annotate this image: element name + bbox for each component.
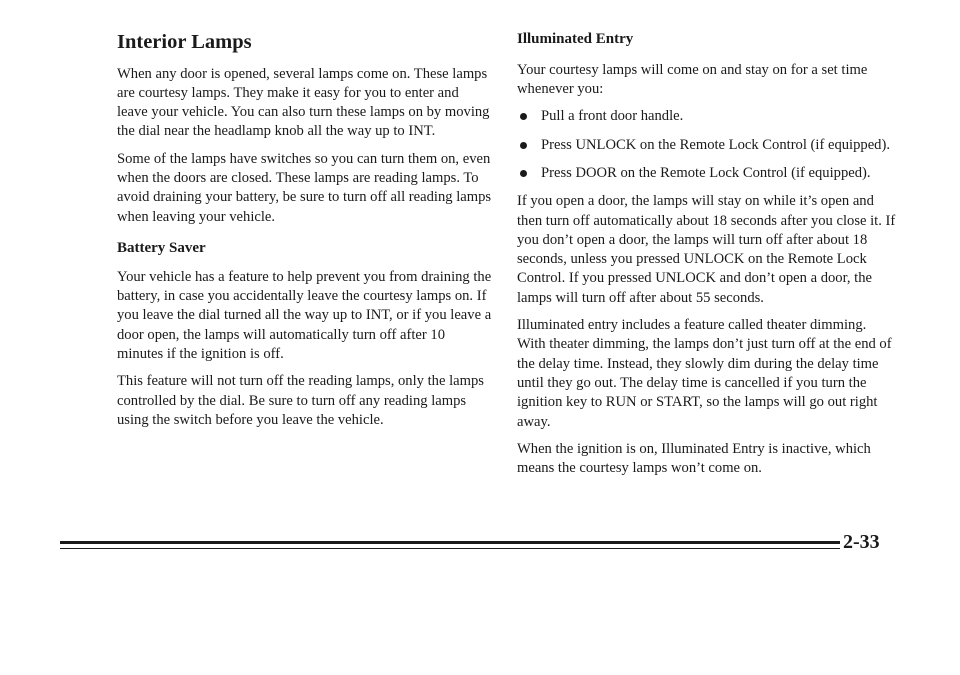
illuminated-entry-paragraph-3: When the ignition is on, Illuminated Entry is inactive, which means the courtesy lamps won’t come on.	[517, 440, 871, 477]
bullet-dot-icon	[520, 170, 527, 177]
illuminated-entry-paragraph-1: If you open a door, the lamps will stay on while it’s open and then turn off automatically about 18 seconds after you close it. If you don’t open a door, the lamps will turn off after about 18 seconds, unless you pressed UNLOCK on the Remote Lock Control. If you pressed UNLOCK and don’t open a door, the lamps will turn off after about 55 seconds.	[517, 193, 896, 306]
bullet-text: Pull a front door handle.	[541, 108, 684, 125]
illuminated-entry-intro: Your courtesy lamps will come on and stay on for a set time whenever you:	[517, 61, 868, 98]
bullet-item	[517, 136, 897, 155]
bullet-text: Press DOOR on the Remote Lock Control (if equipped).	[541, 164, 871, 181]
footer-rule-thin	[60, 548, 840, 549]
bullet-item	[517, 107, 897, 126]
bullet-text: Press UNLOCK on the Remote Lock Control (if equipped).	[541, 136, 890, 153]
left-column	[117, 30, 492, 438]
interior-lamps-heading: Interior Lamps	[117, 31, 252, 53]
battery-saver-paragraph-1: Your vehicle has a feature to help prevent you from draining the battery, in case you accidentally leave the courtesy lamps on. If you leave the dial turned all the way up to INT, or if you leave a door open, the lamps will automatically turn off after 10 minutes if the ignition is off.	[117, 268, 492, 362]
interior-lamps-paragraph-1: When any door is opened, several lamps come on. These lamps are courtesy lamps. They make it easy for you to enter and leave your vehicle. You can also turn these lamps on by moving the dial near the headlamp knob all the way up to INT.	[117, 65, 490, 140]
illuminated-entry-bullet-list	[517, 107, 897, 183]
illuminated-entry-paragraph-2: Illuminated entry includes a feature called theater dimming. With theater dimming, the lamps don’t just turn off at the end of the delay time. Instead, they slowly dim during the delay time until they go out. The delay time is cancelled if you turn the ignition key to RUN or START, so the lamps will go out right away.	[517, 317, 892, 430]
bullet-dot-icon	[520, 142, 527, 149]
interior-lamps-paragraph-2: Some of the lamps have switches so you can turn them on, even when the doors are closed. These lamps are reading lamps. To avoid draining your battery, be sure to turn off all reading lamps when leaving your vehicle.	[117, 150, 492, 225]
battery-saver-paragraph-2: This feature will not turn off the reading lamps, only the lamps controlled by the dial. Be sure to turn off any reading lamps using the switch before you leave the vehicle.	[117, 373, 484, 428]
battery-saver-heading: Battery Saver	[117, 239, 206, 256]
bullet-item	[517, 164, 897, 183]
page-number: 2-33	[843, 531, 880, 553]
bullet-dot-icon	[520, 113, 527, 120]
footer-rule-thick	[60, 541, 840, 544]
right-column	[517, 30, 897, 486]
illuminated-entry-heading: Illuminated Entry	[517, 31, 634, 47]
